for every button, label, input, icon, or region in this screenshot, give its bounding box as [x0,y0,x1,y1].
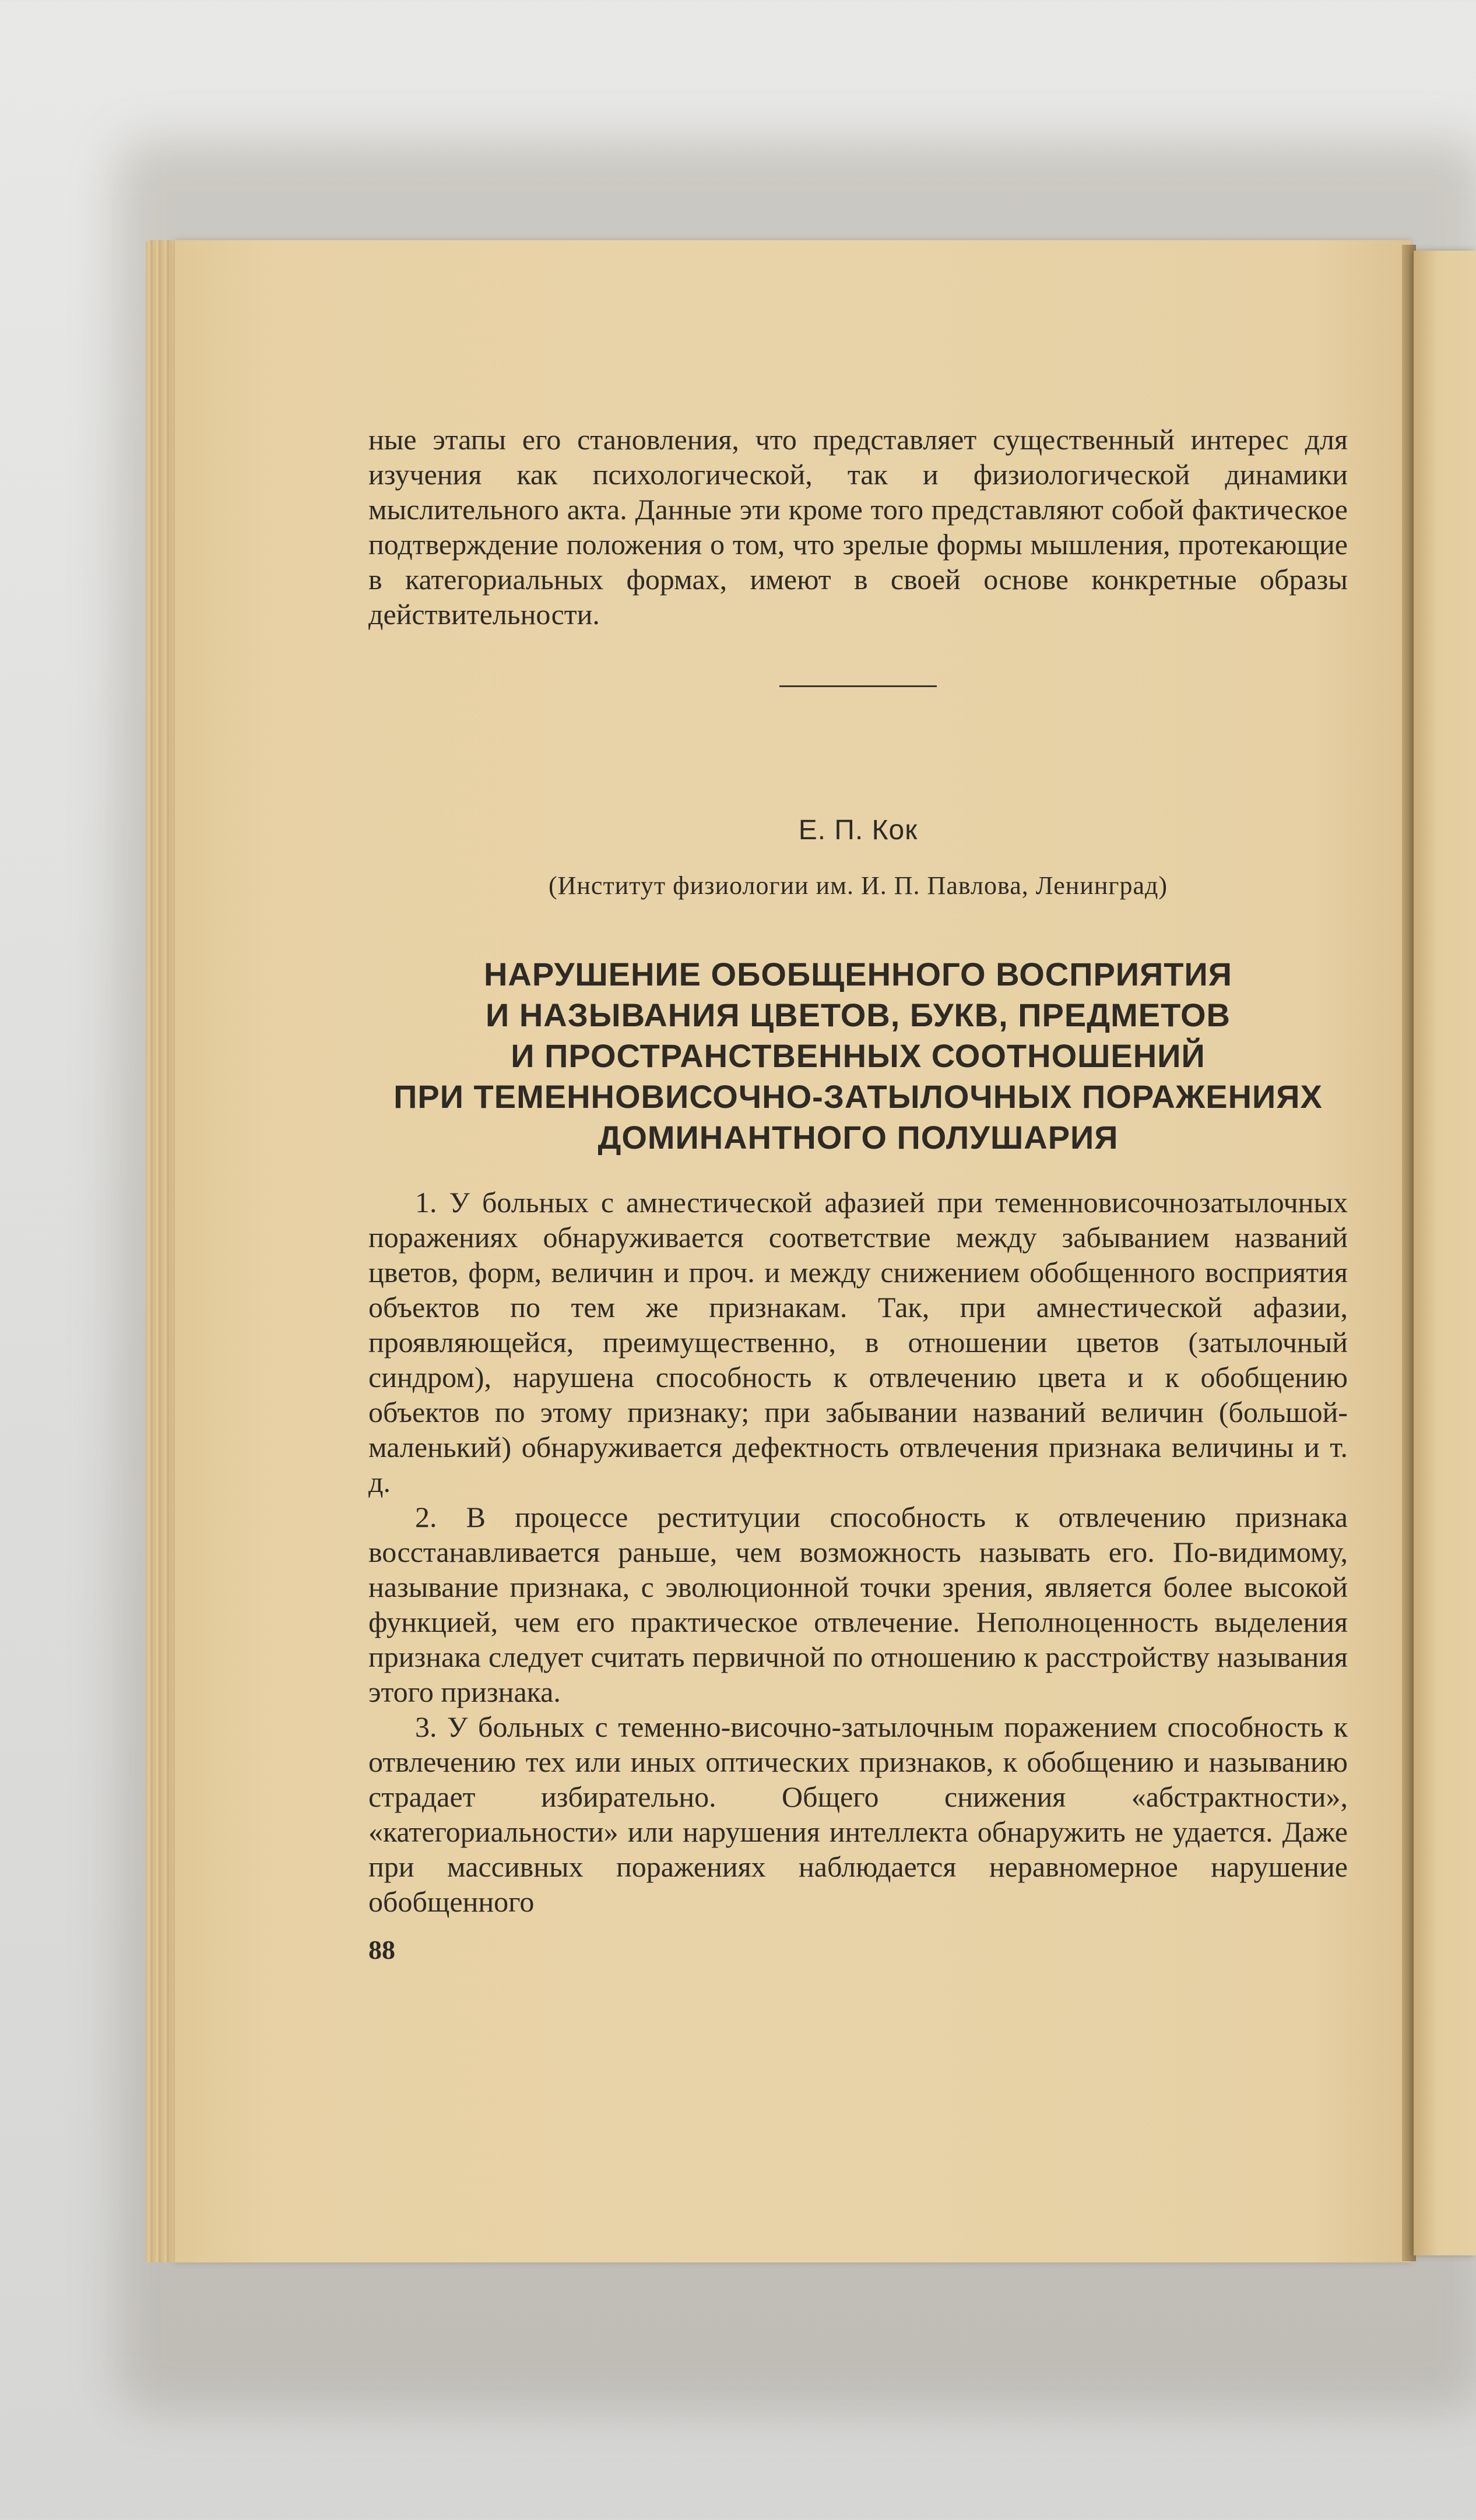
article-title [368,954,1348,1158]
page-number: 88 [368,1935,395,1965]
body-paragraph: 1. У больных с амнестической афазией при теменновисочнозатылочных поражениях обнаруживается соответствие между забыванием названий цветов, форм, величин и проч. и между снижением обобщенного восприятия объектов по тем же признакам. Так, при амнестической афазии, проявляющейся, преимущественно, в отношении цветов (затылочный синдром), нарушена способность к отвлечению цвета и к обобщению объектов по этому признаку; при забывании названий величин (большой-маленький) обнаруживается дефектность отвлечения признака величины и т. д. [368,1186,1348,1498]
title-line: НАРУШЕНИЕ ОБОБЩЕННОГО ВОСПРИЯТИЯ [483,956,1232,992]
section-divider [779,685,937,687]
article-body [368,1185,1348,1919]
title-line: ПРИ ТЕМЕННОВИСОЧНО-ЗАТЫЛОЧНЫХ ПОРАЖЕНИЯХ [393,1078,1323,1115]
previous-article-ending: ные этапы его становления, что представляет существенный интерес для изучения как психологической, так и физиологической динамики мыслительного акта. Данные эти кроме того представляют собой фактическое подтверждение положения о том, что зрелые формы мышления, протекающие в категориальных формах, имеют в своей основе конкретные образы действительности. [368,423,1348,631]
author-affiliation: (Институт физиологии им. И. П. Павлова, Ленинград) [548,871,1168,900]
author-name: Е. П. Кок [798,815,918,846]
page-content [368,408,1348,1965]
title-line: И НАЗЫВАНИЯ ЦВЕТОВ, БУКВ, ПРЕДМЕТОВ [486,997,1231,1033]
next-page-edge [1414,251,1476,2255]
body-paragraph: 3. У больных с теменно-височно-затылочным поражением способность к отвлечению тех или иных оптических признаков, к обобщению и называнию страдает избирательно. Общего снижения «абстрактности», «категориальности» или нарушения интеллекта обнаружить не удается. Даже при массивных поражениях наблюдается неравномерное нарушение обобщенного [368,1710,1348,1918]
title-line: И ПРОСТРАНСТВЕННЫХ СООТНОШЕНИЙ [511,1037,1206,1074]
body-paragraph: 2. В процессе реституции способность к отвлечению признака восстанавливается раньше, чем возможность называть его. По-видимому, называние признака, с эволюционной точки зрения, является более высокой функцией, чем его практическое отвлечение. Неполноценность выделения признака следует считать первичной по отношению к расстройству называния этого признака. [368,1501,1348,1708]
title-line: ДОМИНАНТНОГО ПОЛУШАРИЯ [598,1119,1119,1156]
